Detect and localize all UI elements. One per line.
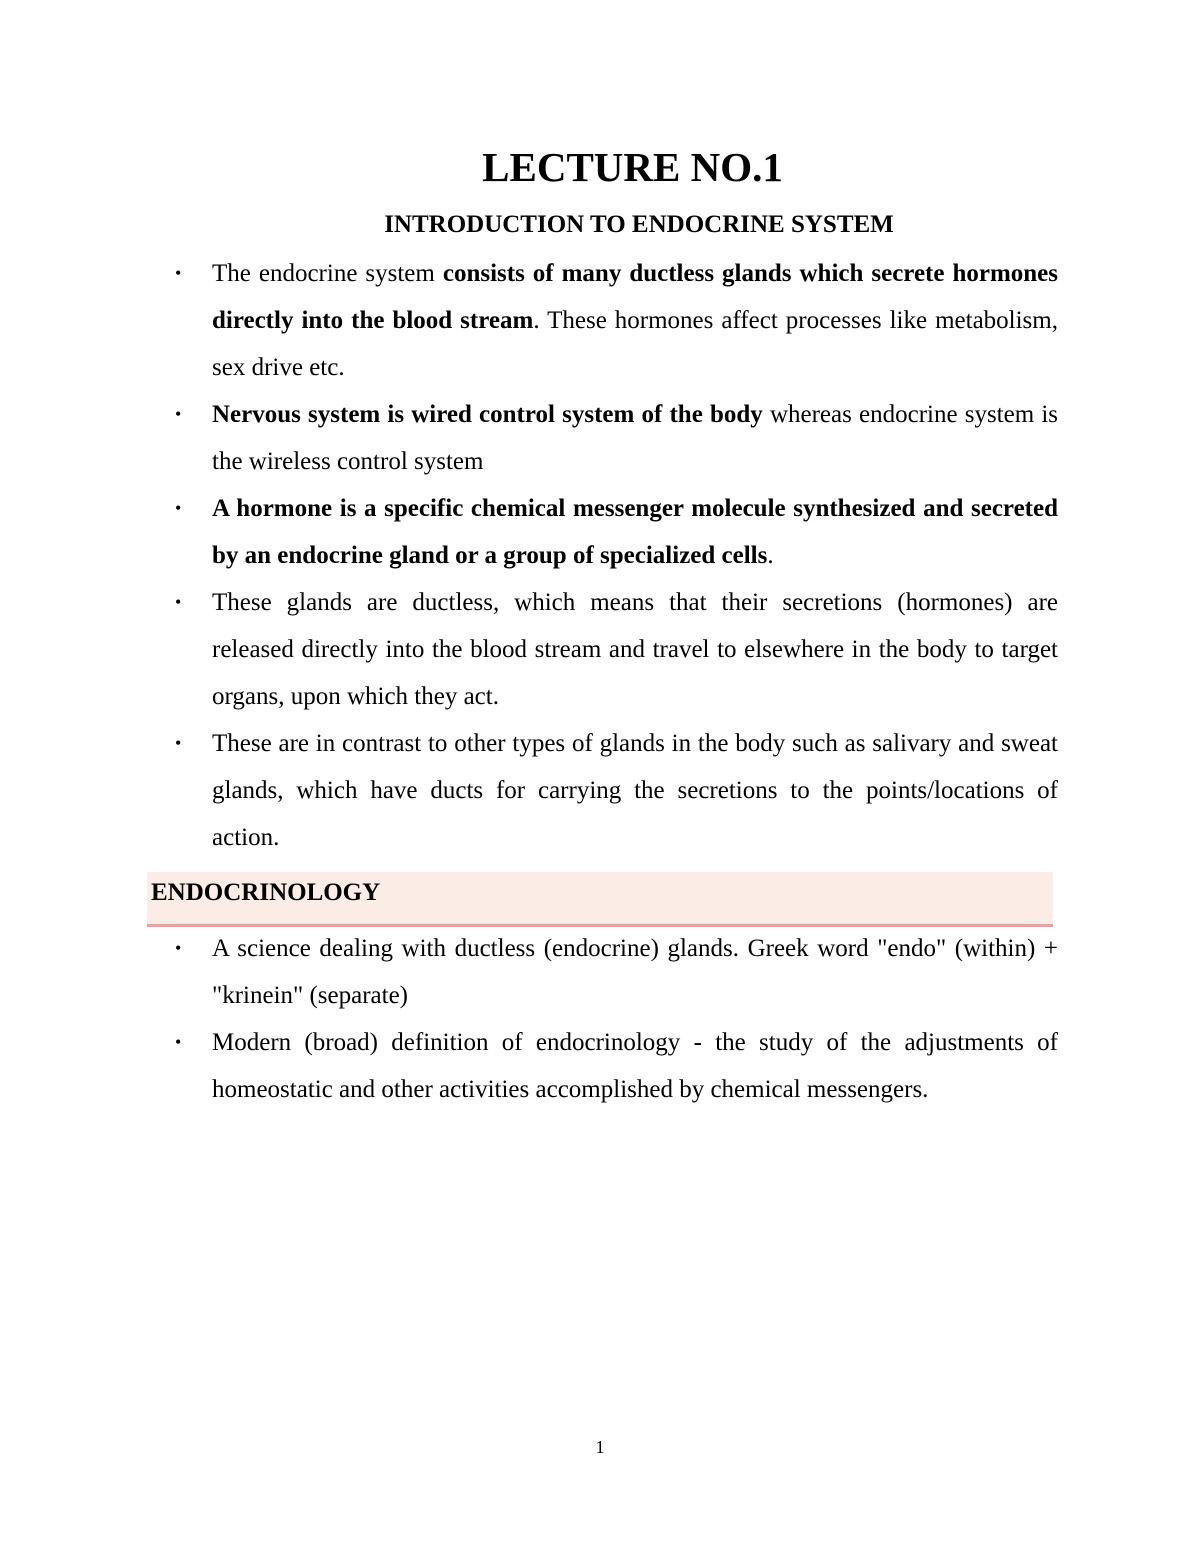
item-text: The endocrine system <box>212 260 443 287</box>
item-text: . <box>767 542 774 569</box>
endocrinology-bullet-list <box>175 925 1058 1113</box>
section-heading-bar <box>147 872 1053 927</box>
bullet-icon: • <box>175 592 182 612</box>
list-item <box>175 579 1058 720</box>
item-text: A science dealing with ductless (endocrine) glands. Greek word "endo" (within) + "krinein" (separate) <box>212 935 1058 1009</box>
item-text: These glands are ductless, which means that their secretions (hormones) are released directly into the blood stream and travel to elsewhere in the body to target organs, upon which they act. <box>212 589 1058 710</box>
intro-bullet-list <box>175 250 1059 861</box>
list-item <box>175 250 1059 391</box>
page-subtitle: INTRODUCTION TO ENDOCRINE SYSTEM <box>384 211 894 238</box>
page-title: LECTURE NO.1 <box>482 144 783 190</box>
list-item <box>175 485 1058 579</box>
item-bold-text: A hormone is a specific chemical messenger molecule synthesized and secreted by an endocrine gland or a group of specialized cells <box>212 495 1058 569</box>
item-text: . These hormones affect processes like metabolism, sex drive etc. <box>212 307 1058 381</box>
item-text: These are in contrast to other types of glands in the body such as salivary and sweat glands, which have ducts for carrying the secretions to the points/locations of action. <box>212 730 1058 851</box>
bullet-icon: • <box>175 1032 182 1052</box>
item-text: whereas endocrine system is the wireless control system <box>212 401 1059 475</box>
item-text: Modern (broad) definition of endocrinology - the study of the adjustments of homeostatic and other activities accomplished by chemical messengers. <box>212 1029 1058 1103</box>
list-item <box>175 1019 1058 1113</box>
bullet-icon: • <box>175 263 182 283</box>
list-item <box>175 720 1058 861</box>
item-bold-text: consists of many ductless glands which secrete hormones directly into the blood stream <box>212 260 1059 334</box>
bullet-icon: • <box>175 404 182 424</box>
bullet-icon: • <box>175 938 182 958</box>
item-bold-text: Nervous system is wired control system of the body <box>212 401 763 428</box>
page-number: 1 <box>595 1437 605 1457</box>
section-heading: ENDOCRINOLOGY <box>151 879 381 906</box>
bullet-icon: • <box>175 733 182 753</box>
list-item <box>175 391 1059 485</box>
bullet-icon: • <box>175 498 182 518</box>
list-item <box>175 925 1058 1019</box>
